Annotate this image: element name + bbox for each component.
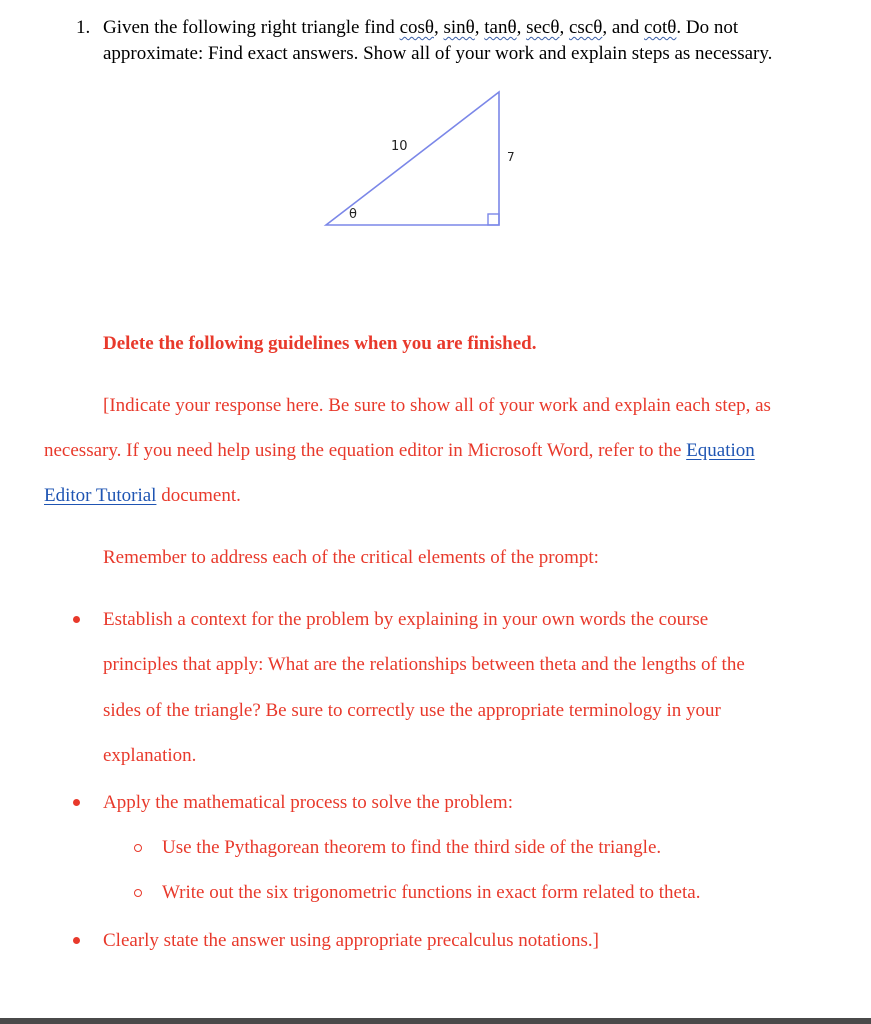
equation-editor-link-part1[interactable]: Equation (686, 440, 755, 461)
right-angle-marker (488, 214, 499, 225)
sub-bullet-ring (134, 844, 142, 852)
trig-cot: cotθ (644, 17, 677, 38)
sub-bullet-1: Use the Pythagorean theorem to find the third side of the triangle. (162, 837, 662, 858)
bullet1-line-3: sides of the triangle? Be sure to correctly use the appropriate terminology in your (103, 700, 721, 721)
question-line-1 (103, 16, 738, 40)
question-line-2: approximate: Find exact answers. Show all of your work and explain steps as necessary. (103, 43, 773, 64)
document-word: document. (156, 485, 241, 506)
triangle-shape (326, 92, 499, 225)
sep: , (559, 17, 569, 38)
sep: , (516, 17, 527, 38)
trig-sec: secθ (526, 17, 560, 38)
bullet-dot (73, 616, 80, 623)
equation-editor-link-part2[interactable]: Editor Tutorial (44, 485, 157, 506)
opposite-label: 7 (507, 150, 515, 164)
bullet1-line-4: explanation. (103, 745, 197, 766)
sep: , (474, 17, 485, 38)
indicate-text: necessary. If you need help using the equation editor in Microsoft Word, refer to the (44, 440, 687, 461)
sep: , (434, 17, 444, 38)
trig-csc: cscθ (568, 17, 603, 38)
indicate-line-2 (44, 440, 755, 462)
trig-sin: sinθ (443, 17, 475, 38)
angle-label: θ (349, 207, 357, 222)
question-number: 1. (76, 17, 91, 38)
trig-tan: tanθ (484, 17, 517, 38)
sub-bullet-2: Write out the six trigonometric functions in exact form related to theta. (162, 882, 701, 903)
remember-line: Remember to address each of the critical elements of the prompt: (103, 547, 599, 568)
bullet1-line-1: Establish a context for the problem by explaining in your own words the course (103, 609, 709, 630)
right-triangle-diagram (320, 85, 520, 235)
hypotenuse-label: 10 (391, 139, 408, 154)
question-text-a: Given the following right triangle find (103, 17, 400, 38)
and-word: , and (602, 17, 645, 38)
sub-bullet-ring (134, 889, 142, 897)
delete-note: Delete the following guidelines when you are finished. (103, 333, 537, 354)
indicate-line-1: [Indicate your response here. Be sure to show all of your work and explain each step, as (103, 395, 771, 416)
bullet-dot (73, 937, 80, 944)
page-bottom-border (0, 1018, 871, 1024)
bullet3-text: Clearly state the answer using appropriate precalculus notations.] (103, 930, 599, 951)
indicate-line-3 (44, 485, 241, 507)
bullet2-text: Apply the mathematical process to solve the problem: (103, 792, 513, 813)
bullet1-line-2: principles that apply: What are the relationships between theta and the lengths of the (103, 654, 745, 675)
trig-cos: cosθ (399, 17, 434, 38)
bullet-dot (73, 799, 80, 806)
question-text-b: . Do not (676, 17, 739, 38)
